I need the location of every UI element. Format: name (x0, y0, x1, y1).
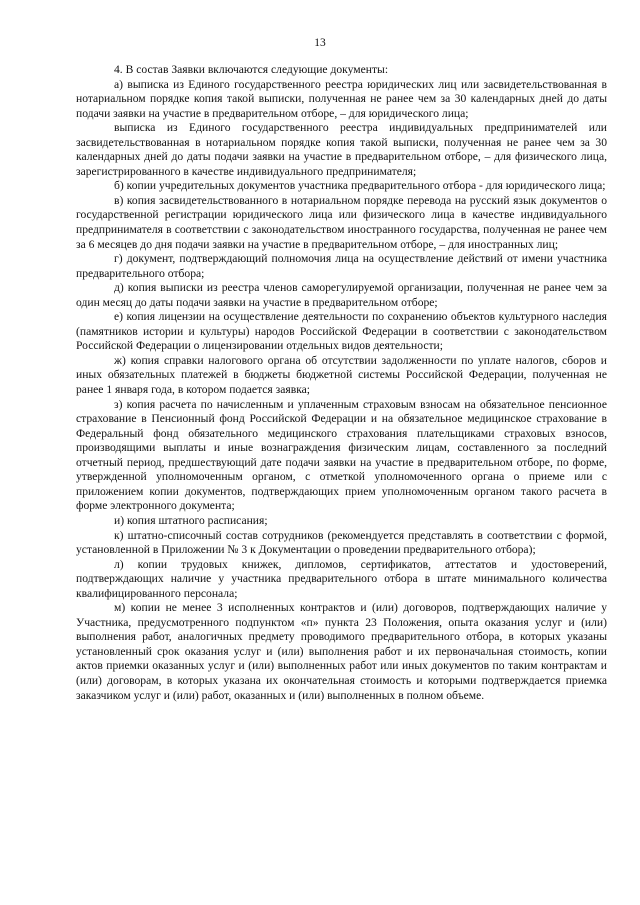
paragraph-documents-list-intro: 4. В состав Заявки включаются следующие документы: (114, 63, 389, 76)
document-body (76, 63, 607, 703)
paragraph-item-zh: ж) копия справки налогового органа об отсутствии задолженности по уплате налогов, сборов и иных обязательных платежей в бюджеты бюджетной системы Российской Федерации, полученная не ранее 1 января года, в котором подается заявка; (76, 353, 607, 397)
page-number: 13 (314, 37, 326, 49)
paragraph-item-d: д) копия выписки из реестра членов саморегулируемой организации, полученная не ранее чем за один месяц до даты подачи заявки на участие в предварительном отборе; (76, 281, 607, 309)
paragraph-item-a: а) выписка из Единого государственного реестра юридических лиц или засвидетельствованная в нотариальном порядке копия такой выписки, полученная не ранее чем за 30 календарных дней до даты подачи заявки на участие в предварительном отборе, – для юридического лица; (76, 77, 607, 120)
paragraph-item-l: л) копии трудовых книжек, дипломов, сертификатов, аттестатов и удостоверений, подтверждающих наличие у участника предварительного отбора в штате минимального количества квалифицированного персонала; (76, 557, 607, 600)
paragraph-item-z: з) копия расчета по начисленным и уплаченным страховым взносам на обязательное пенсионное страхование в Пенсионный фонд Российской Федерации и на обязательное медицинское страхование в Федеральный фонд обязательного медицинского страхования плательщиками страховых взносов, производящими выплаты и иные вознаграждения физическим лицам, составленного за последний отчетный период, предшествующий дате подачи заявки на участие в предварительном отборе, по форме, утвержденной уполномоченным органом, с отметкой уполномоченного органа о приеме или с приложением копии документов, подтверждающих прием уполномоченным органом такого расчета в форме электронного документа; (76, 397, 607, 513)
paragraph-item-i: и) копия штатного расписания; (114, 513, 268, 527)
paragraph-item-k: к) штатно-списочный состав сотрудников (рекомендуется представлять в соответствии с формой, установленной в Приложении № 3 к Документации о проведении предварительного отбора); (76, 528, 607, 557)
paragraph-item-b: б) копии учредительных документов участника предварительного отбора - для юридического лица; (114, 179, 606, 193)
paragraph-item-a-individual: выписка из Единого государственного реестра индивидуальных предпринимателей или засвидетельствованная в нотариальном порядке копия такой выписки, полученная не ранее чем за 30 календарных дней до даты подачи заявки на участие в предварительном отборе, – для физического лица, зарегистрированного в качестве индивидуального предпринимателя; (76, 121, 607, 178)
paragraph-item-g: г) документ, подтверждающий полномочия лица на осуществление действий от имени участника предварительного отбора; (76, 252, 607, 280)
paragraph-item-v: в) копия засвидетельствованного в нотариальном порядке перевода на русский язык документов о государственной регистрации юридического лица или физического лица в качестве индивидуального предпринимателя в соответствии с законодательством иностранного государства, полученная не ранее чем за 6 месяцев до дня подачи заявки на участие в предварительном отборе, – для иностранных лиц; (76, 193, 607, 251)
paragraph-item-m: м) копии не менее 3 исполненных контрактов и (или) договоров, подтверждающих наличие у Участника, предусмотренного подпунктом «п» пункта 23 Положения, опыта оказания услуг и (или) выполнения работ, аналогичных предмету проводимого предварительного отбора, в которых указаны установленный срок оказания услуг и (или) выполнения работ и их первоначальная стоимость, копии актов приемки оказанных услуг и (или) выполненных работ или иных документов по таким контрактам и (или) договорам, в которых указана их окончательная стоимость и которыми подтверждается приемка заказчиком услуг и (или) работ, оказанных и (или) выполненных в полном объеме. (76, 601, 607, 702)
paragraph-item-e: е) копия лицензии на осуществление деятельности по сохранению объектов культурного наследия (памятников истории и культуры) народов Российской Федерации в соответствии с законодательством Российской Федерации о лицензировании отдельных видов деятельности; (76, 310, 607, 353)
